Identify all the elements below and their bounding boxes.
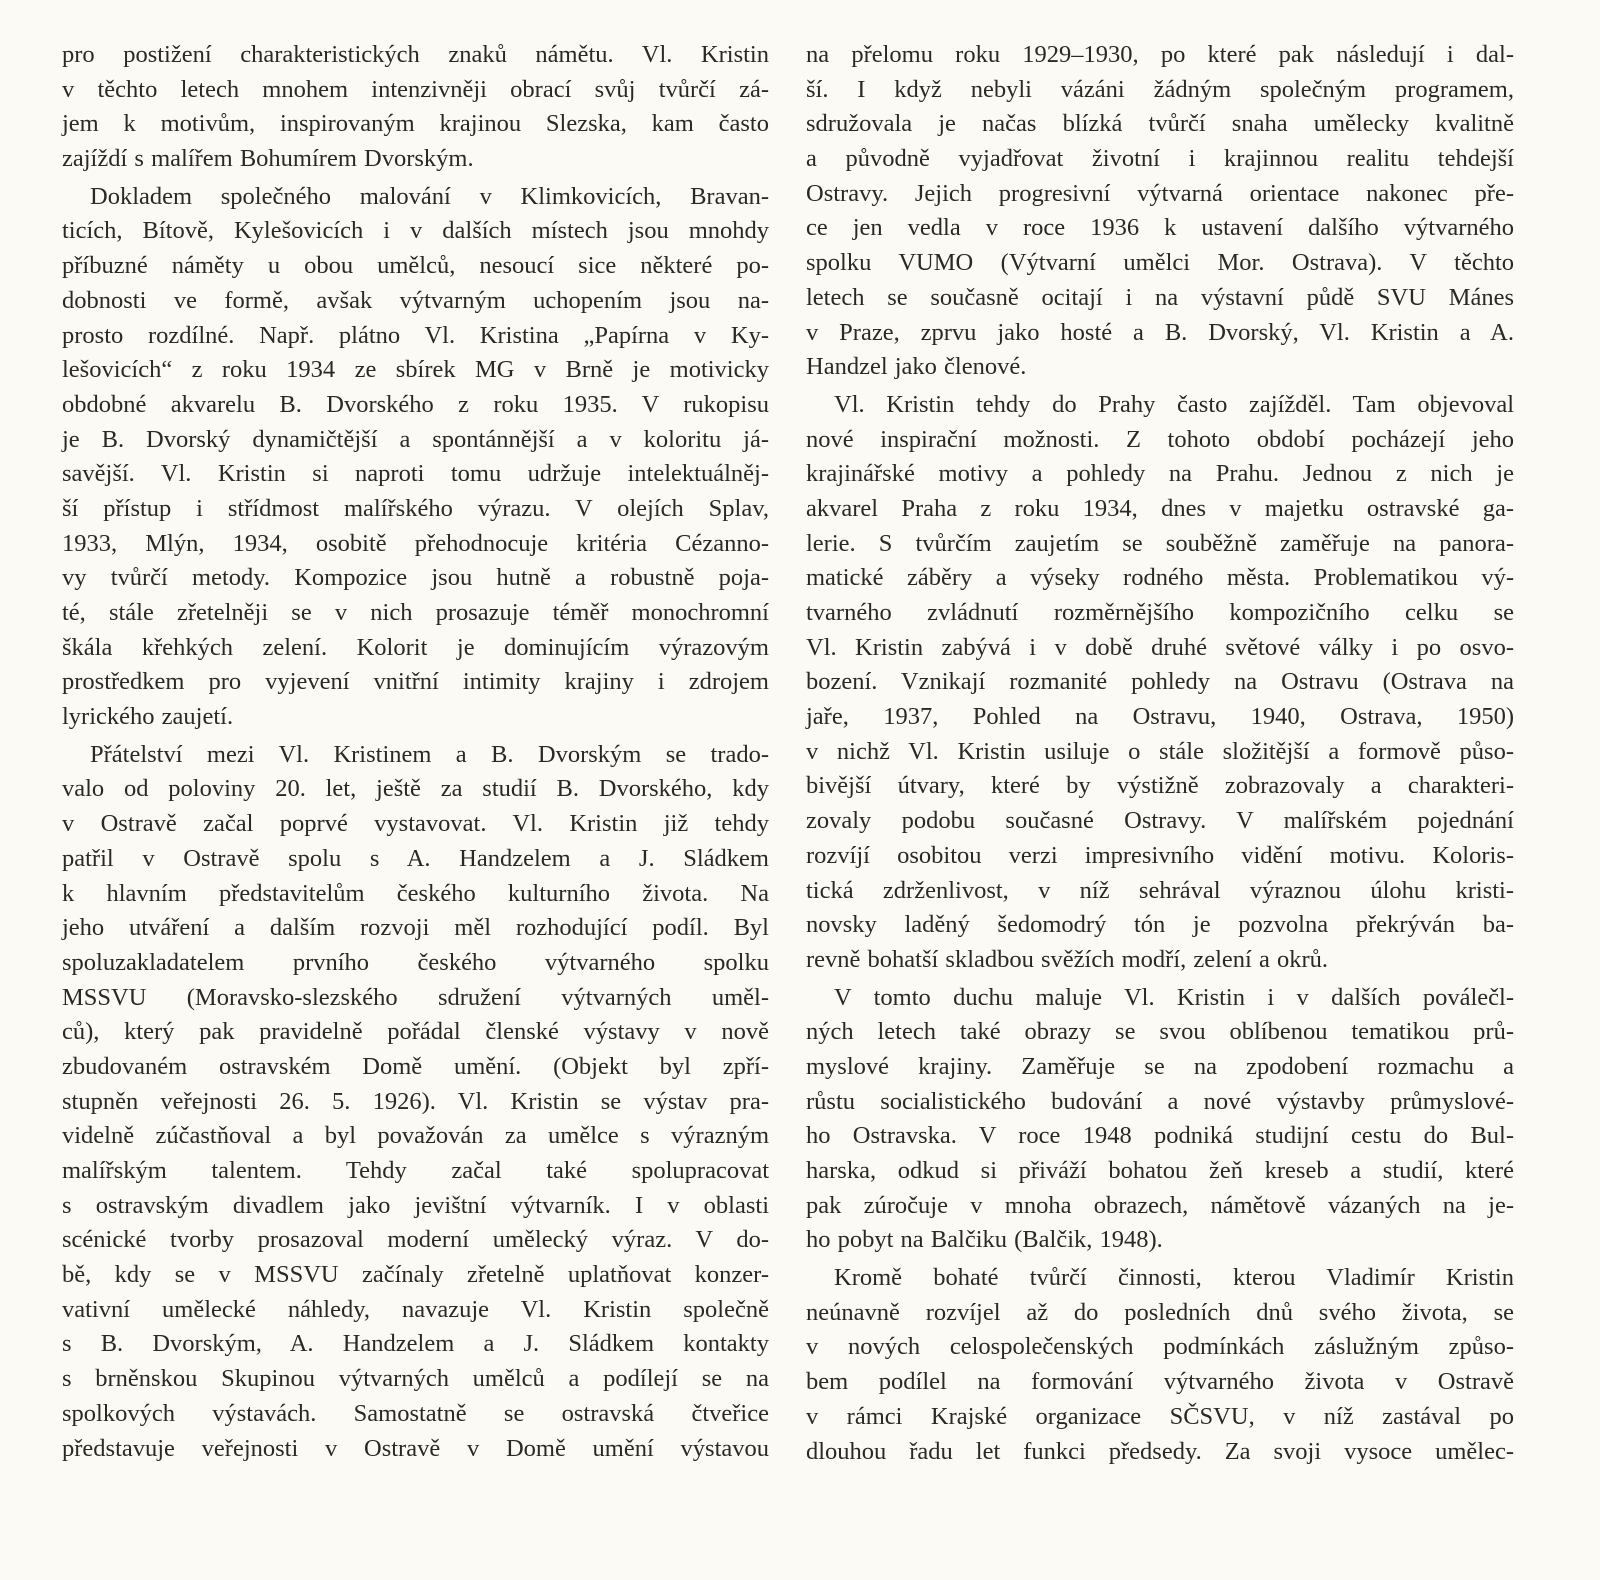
text-line: ných letech také obrazy se svou oblíbenou tematikou prů- bbox=[806, 1018, 1514, 1046]
text-line: prostředkem pro vyjevení vnitřní intimity krajiny i zdrojem bbox=[62, 668, 769, 696]
text-line: spolkových výstavách. Samostatně se ostravská čtveřice bbox=[62, 1399, 769, 1427]
text-line: ší. I když nebyli vázáni žádným společným programem, bbox=[806, 75, 1514, 103]
text-line: harska, odkud si přiváží bohatou žeň kreseb a studií, které bbox=[806, 1157, 1514, 1184]
text-line: bození. Vznikají rozmanité pohledy na Ostravu (Ostrava na bbox=[806, 668, 1514, 696]
text-line: bem podílel na formování výtvarného života v Ostravě bbox=[806, 1368, 1514, 1396]
text-line: té, stále zřetelněji se v nich prosazuje téměř monochromní bbox=[62, 599, 769, 626]
text-line: s brněnskou Skupinou výtvarných umělců a podílejí se na bbox=[62, 1365, 769, 1393]
text-line: tická zdrženlivost, v níž sehrával výraznou úlohu kristi- bbox=[806, 876, 1514, 904]
text-line: zbudovaném ostravském Domě umění. (Objekt byl zpří- bbox=[62, 1052, 769, 1080]
text-line: obdobné akvarelu B. Dvorského z roku 1935. V rukopisu bbox=[62, 390, 769, 418]
text-line: jeho utváření a dalším rozvoji měl rozhodující podíl. Byl bbox=[62, 914, 769, 942]
text-line: lešovicích“ z roku 1934 ze sbírek MG v Brně je motivicky bbox=[62, 356, 769, 384]
text-line: pak zúročuje v mnoha obrazech, námětově vázaných na je- bbox=[806, 1191, 1514, 1219]
text-line: růstu socialistického budování a nové výstavby průmyslové- bbox=[806, 1087, 1514, 1115]
text-line: jem k motivům, inspirovaným krajinou Slezska, kam často bbox=[62, 110, 769, 138]
text-line: letech se současně ocitají i na výstavní půdě SVU Mánes bbox=[806, 283, 1514, 311]
text-line: videlně zúčastňoval a byl považován za umělce s výrazným bbox=[62, 1122, 769, 1150]
text-line: ho pobyt na Balčiku (Balčik, 1948). bbox=[806, 1226, 1163, 1254]
text-line: Ostravy. Jejich progresivní výtvarná orientace nakonec pře- bbox=[806, 179, 1514, 207]
text-line: prosto rozdílné. Např. plátno Vl. Kristina „Papírna v Ky- bbox=[62, 321, 769, 349]
text-line: neúnavně rozvíjel až do posledních dnů svého života, se bbox=[806, 1298, 1514, 1326]
text-line: scénické tvorby prosazoval moderní umělecký výraz. V do- bbox=[62, 1226, 769, 1254]
text-line: revně bohatší skladbou svěžích modří, zelení a okrů. bbox=[806, 945, 1329, 973]
text-line: dlouhou řadu let funkci předsedy. Za svoji vysoce umělec- bbox=[806, 1437, 1514, 1465]
text-line: savější. Vl. Kristin si naproti tomu udržuje intelektuálněj- bbox=[62, 460, 769, 488]
text-line: v rámci Krajské organizace SČSVU, v níž zastával po bbox=[806, 1402, 1514, 1430]
text-line: zovaly podobu současné Ostravy. V malířském pojednání bbox=[806, 807, 1514, 835]
text-line: Kromě bohaté tvůrčí činnosti, kterou Vladimír Kristin bbox=[834, 1264, 1514, 1292]
text-line: na přelomu roku 1929–1930, po které pak následují i dal- bbox=[806, 41, 1514, 68]
text-line: lerie. S tvůrčím zaujetím se souběžně zaměřuje na panora- bbox=[806, 529, 1514, 557]
paragraph bbox=[806, 38, 1514, 385]
text-line: stupněn veřejnosti 26. 5. 1926). Vl. Kristin se výstav pra- bbox=[62, 1087, 769, 1115]
text-line: lyrického zaujetí. bbox=[62, 703, 234, 731]
text-line: Handzel jako členové. bbox=[806, 353, 1027, 381]
text-column-right bbox=[806, 38, 1514, 1472]
text-line: s ostravským divadlem jako jevištní výtvarník. I v oblasti bbox=[62, 1191, 769, 1219]
text-line: bivější útvary, které by výstižně zobrazovaly a charakteri- bbox=[806, 772, 1514, 800]
text-line: bě, kdy se v MSSVU začínaly zřetelně uplatňovat konzer- bbox=[62, 1261, 769, 1289]
text-line: akvarel Praha z roku 1934, dnes v majetku ostravské ga- bbox=[806, 494, 1514, 522]
text-line: je B. Dvorský dynamičtější a spontánnější a v koloritu já- bbox=[62, 425, 769, 453]
text-line: sdružovala je načas blízká tvůrčí snaha umělecky kvalitně bbox=[806, 110, 1514, 138]
paragraph bbox=[62, 38, 769, 177]
text-line: Vl. Kristin zabývá i v době druhé světové války i po osvo- bbox=[806, 633, 1514, 661]
text-line: příbuzné náměty u obou umělců, nesoucí sice některé po- bbox=[62, 252, 769, 280]
text-line: krajinářské motivy a pohledy na Prahu. Jednou z nich je bbox=[806, 460, 1514, 488]
text-line: 1933, Mlýn, 1934, osobitě přehodnocuje kritéria Cézanno- bbox=[62, 529, 769, 557]
text-line: Dokladem společného malování v Klimkovicích, Bravan- bbox=[90, 182, 769, 210]
text-line: v nichž Vl. Kristin usiluje o stále složitější a formově půso- bbox=[806, 737, 1514, 765]
text-line: patřil v Ostravě spolu s A. Handzelem a J. Sládkem bbox=[62, 844, 769, 872]
text-line: tvarného zvládnutí rozměrnějšího kompozičního celku se bbox=[806, 599, 1514, 626]
text-line: valo od poloviny 20. let, ještě za studií B. Dvorského, kdy bbox=[62, 775, 769, 803]
text-line: v Praze, zprvu jako hosté a B. Dvorský, Vl. Kristin a A. bbox=[806, 318, 1514, 346]
text-line: jaře, 1937, Pohled na Ostravu, 1940, Ostrava, 1950) bbox=[806, 703, 1514, 731]
text-line: představuje veřejnosti v Ostravě v Domě umění výstavou bbox=[62, 1434, 769, 1462]
text-line: spolku VUMO (Výtvarní umělci Mor. Ostrava). V těchto bbox=[806, 249, 1514, 277]
paragraph bbox=[62, 180, 769, 735]
text-line: vy tvůrčí metody. Kompozice jsou hutně a robustně poja- bbox=[62, 564, 769, 592]
text-line: spoluzakladatelem prvního českého výtvarného spolku bbox=[62, 948, 769, 976]
paragraph bbox=[806, 981, 1514, 1259]
paragraph bbox=[806, 1261, 1514, 1469]
text-line: matické záběry a výseky rodného města. Problematikou vý- bbox=[806, 564, 1514, 592]
text-line: k hlavním představitelům českého kulturního života. Na bbox=[62, 879, 769, 907]
text-line: V tomto duchu maluje Vl. Kristin i v dalších poválečl- bbox=[834, 983, 1514, 1011]
text-line: ho Ostravska. V roce 1948 podniká studijní cestu do Bul- bbox=[806, 1122, 1514, 1150]
text-line: Přátelství mezi Vl. Kristinem a B. Dvorským se trado- bbox=[90, 740, 769, 768]
text-line: MSSVU (Moravsko-slezského sdružení výtvarných uměl- bbox=[62, 983, 769, 1011]
text-line: a původně vyjadřovat životní i krajinnou realitu tehdejší bbox=[806, 145, 1514, 173]
paragraph bbox=[62, 738, 769, 1466]
text-line: nové inspirační možnosti. Z tohoto období pocházejí jeho bbox=[806, 425, 1514, 453]
text-line: myslové krajiny. Zaměřuje se na zpodobení rozmachu a bbox=[806, 1052, 1514, 1080]
text-line: ce jen vedla v roce 1936 k ustavení dalšího výtvarného bbox=[806, 214, 1514, 242]
text-line: ší přístup i střídmost malířského výrazu. V olejích Splav, bbox=[62, 494, 769, 522]
text-line: v Ostravě začal poprvé vystavovat. Vl. Kristin již tehdy bbox=[62, 810, 769, 838]
text-line: novsky laděný šedomodrý tón je pozvolna překrýván ba- bbox=[806, 911, 1514, 939]
text-line: pro postižení charakteristických znaků námětu. Vl. Kristin bbox=[62, 41, 769, 68]
paragraph bbox=[806, 388, 1514, 978]
text-line: v těchto letech mnohem intenzivněji obrací svůj tvůrčí zá- bbox=[62, 75, 769, 103]
text-line: zajíždí s malířem Bohumírem Dvorským. bbox=[62, 145, 474, 173]
text-line: ticích, Bítově, Kylešovicích i v dalších místech jsou mnohdy bbox=[62, 217, 769, 245]
text-line: škála křehkých zelení. Kolorit je dominujícím výrazovým bbox=[62, 633, 769, 661]
text-line: Vl. Kristin tehdy do Prahy často zajížděl. Tam objevoval bbox=[834, 390, 1514, 418]
text-line: s B. Dvorským, A. Handzelem a J. Sládkem kontakty bbox=[62, 1330, 769, 1358]
text-line: ců), který pak pravidelně pořádal členské výstavy v nově bbox=[62, 1018, 769, 1046]
text-line: vativní umělecké náhledy, navazuje Vl. Kristin společně bbox=[62, 1295, 769, 1323]
text-line: rozvíjí osobitou verzi impresivního vidění motivu. Koloris- bbox=[806, 841, 1514, 869]
text-line: malířským talentem. Tehdy začal také spolupracovat bbox=[62, 1157, 769, 1184]
text-column-left bbox=[62, 38, 769, 1469]
text-line: v nových celospolečenských podmínkách záslužným způso- bbox=[806, 1333, 1514, 1361]
text-line: dobnosti ve formě, avšak výtvarným uchopením jsou na- bbox=[62, 286, 769, 314]
